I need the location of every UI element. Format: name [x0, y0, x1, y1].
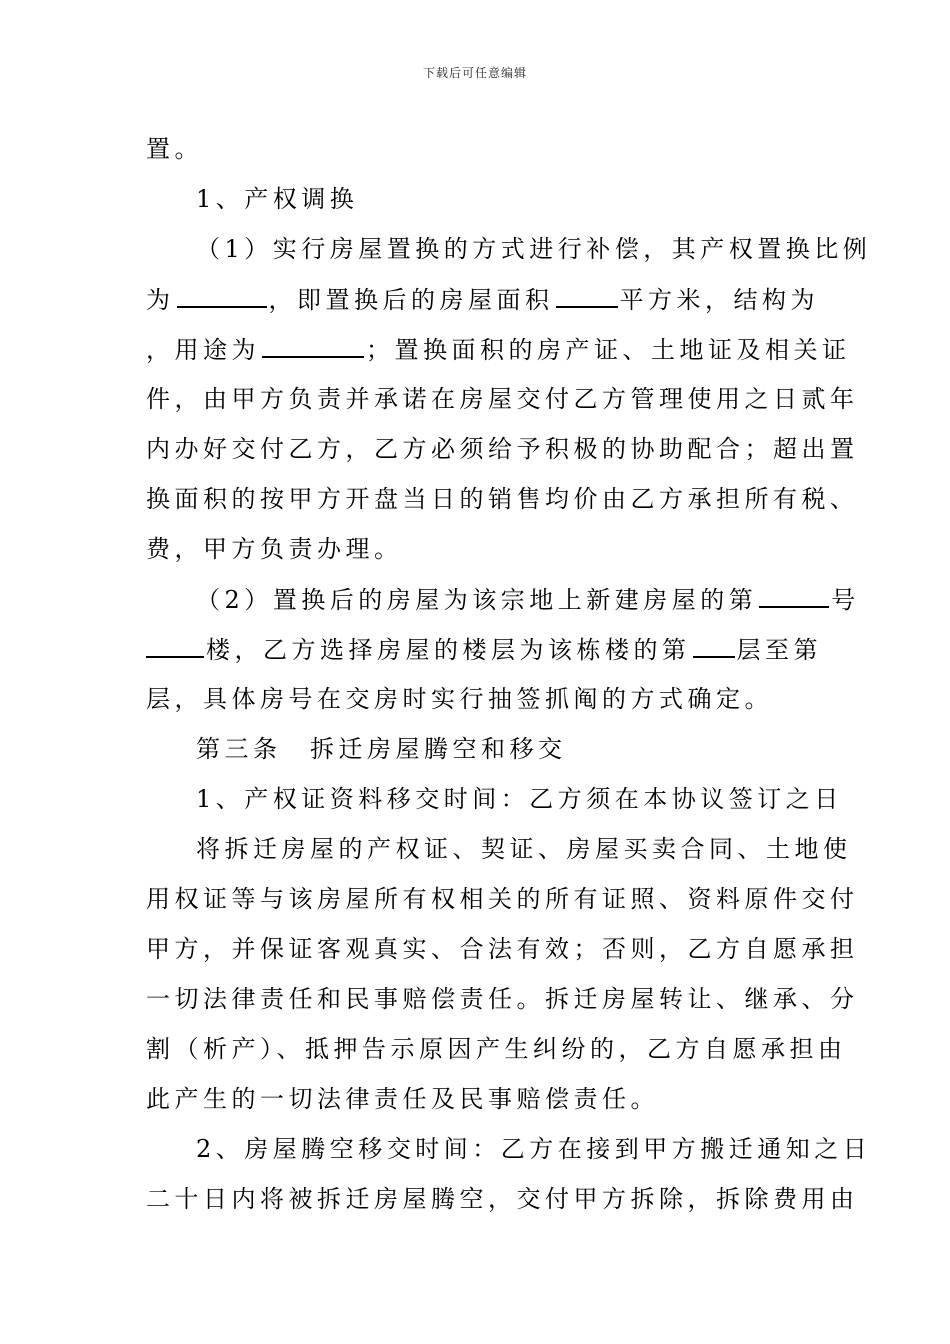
body-line: 置。: [146, 135, 203, 163]
body-line: 一切法律责任和民事赔偿责任。拆迁房屋转让、继承、分: [146, 985, 859, 1013]
body-line: [196, 584, 860, 615]
blank-building: [146, 634, 204, 658]
body-line: 用权证等与该房屋所有权相关的所有证照、资料原件交付: [146, 885, 859, 913]
text-segment: ；置换面积的房产证、土地证及相关证: [366, 336, 851, 364]
text-segment: 号: [831, 586, 860, 614]
body-line: 甲方，并保证客观真实、合法有效；否则，乙方自愿承担: [146, 935, 859, 963]
text-segment: ，用途为: [146, 336, 260, 364]
body-line: 此产生的一切法律责任及民事赔偿责任。: [146, 1085, 659, 1113]
body-line: 件，由甲方负责并承诺在房屋交付乙方管理使用之日贰年: [146, 385, 859, 413]
body-line: 换面积的按甲方开盘当日的销售均价由乙方承担所有税、: [146, 485, 859, 513]
body-line: [146, 634, 822, 665]
body-line: 2、房屋腾空移交时间：乙方在接到甲方搬迁通知之日: [196, 1135, 872, 1163]
body-line: 内办好交付乙方，乙方必须给予积极的协助配合；超出置: [146, 435, 859, 463]
body-line: 割（析产）、抵押告示原因产生纠纷的，乙方自愿承担由: [146, 1035, 847, 1063]
text-segment: 楼，乙方选择房屋的楼层为该栋楼的第: [206, 636, 691, 664]
blank-usage: [262, 334, 364, 358]
body-line: 费，甲方负责办理。: [146, 535, 403, 563]
text-segment: ，即置换后的房屋面积: [268, 286, 554, 314]
body-line: （1）实行房屋置换的方式进行补偿，其产权置换比例: [196, 235, 872, 263]
section-heading: 1、产权调换: [196, 185, 359, 213]
blank-area: [556, 284, 618, 308]
article-heading: 第三条 拆迁房屋腾空和移交: [196, 735, 567, 763]
blank-ratio: [177, 284, 267, 308]
text-segment: （2）置换后的房屋为该宗地上新建房屋的第: [196, 586, 758, 614]
blank-floor: [693, 634, 735, 658]
text-segment: 平方米，结构为: [619, 286, 819, 314]
body-line: 层，具体房号在交房时实行抽签抓阄的方式确定。: [146, 685, 773, 713]
body-line: 1、产权证资料移交时间：乙方须在本协议签订之日: [196, 785, 843, 813]
page-header: 下载后可任意编辑: [422, 66, 527, 80]
body-line: [146, 284, 819, 315]
body-line: 二十日内将被拆迁房屋腾空，交付甲方拆除，拆除费用由: [146, 1185, 859, 1213]
body-line: [146, 334, 851, 365]
blank-building-no: [759, 584, 829, 608]
text-segment: 层至第: [736, 636, 822, 664]
text-segment: 为: [146, 286, 175, 314]
body-line: 将拆迁房屋的产权证、契证、房屋买卖合同、土地使: [196, 835, 852, 863]
